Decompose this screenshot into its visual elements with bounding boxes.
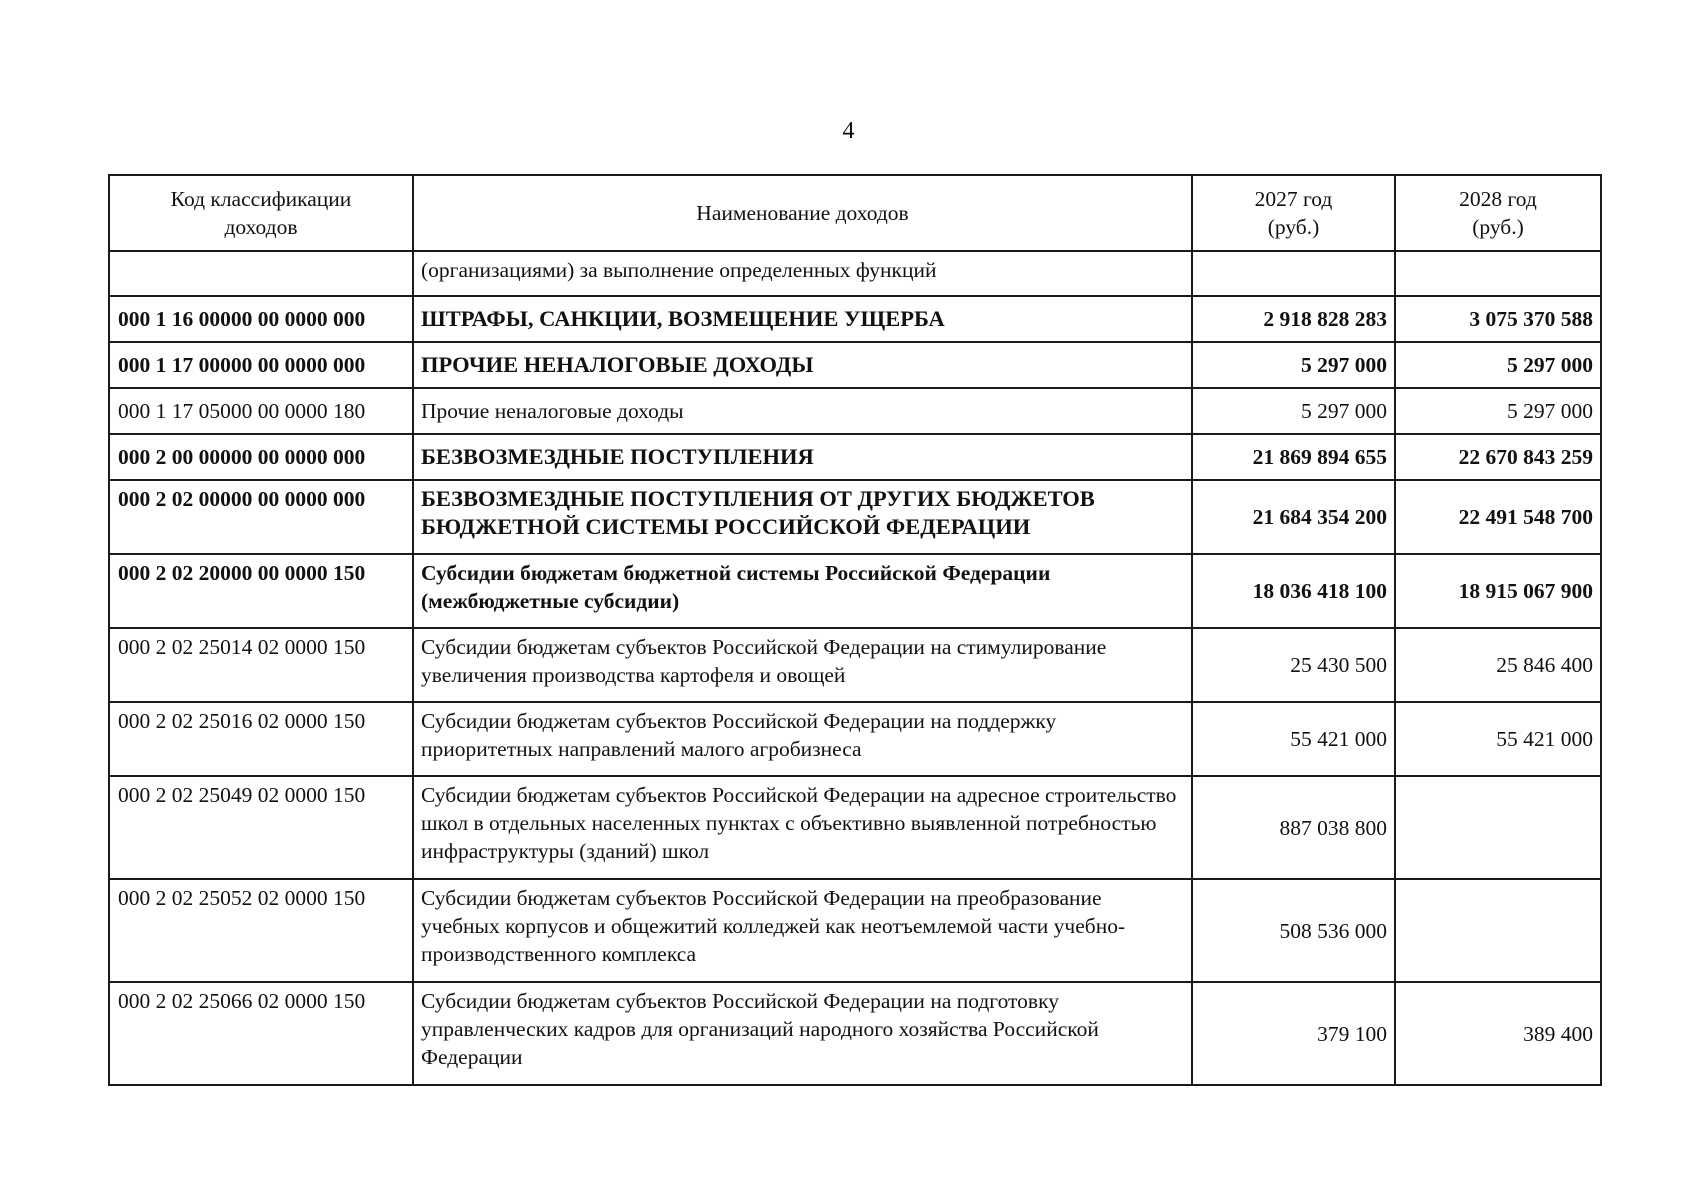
row-value-2028 [1395,776,1601,879]
row-name: Прочие неналоговые доходы [413,388,1192,434]
row-value-2027: 25 430 500 [1192,628,1395,702]
row-code: 000 2 02 25066 02 0000 150 [109,982,413,1085]
row-name: Субсидии бюджетам субъектов Российской Федерации на стимулирование увеличения производства картофеля и овощей [413,628,1192,702]
row-name: Субсидии бюджетам субъектов Российской Федерации на адресное строительство школ в отдельных населенных пунктах с объективно выявленной потребностью инфраструктуры (зданий) школ [413,776,1192,879]
row-value-2027: 379 100 [1192,982,1395,1085]
table-row [109,480,1601,554]
row-value-2028: 389 400 [1395,982,1601,1085]
row-value-2028: 22 491 548 700 [1395,480,1601,554]
row-value-2027: 5 297 000 [1192,388,1395,434]
table-row [109,251,1601,296]
row-name: (организациями) за выполнение определенных функций [413,251,1192,296]
table-row [109,296,1601,342]
row-value-2028: 5 297 000 [1395,388,1601,434]
row-value-2027: 18 036 418 100 [1192,554,1395,628]
row-code: 000 2 00 00000 00 0000 000 [109,434,413,480]
row-name: БЕЗВОЗМЕЗДНЫЕ ПОСТУПЛЕНИЯ [413,434,1192,480]
table-row [109,434,1601,480]
table-row [109,388,1601,434]
table-row [109,342,1601,388]
row-value-2027: 21 869 894 655 [1192,434,1395,480]
row-value-2027: 887 038 800 [1192,776,1395,879]
row-value-2027: 5 297 000 [1192,342,1395,388]
row-code: 000 2 02 25049 02 0000 150 [109,776,413,879]
row-value-2028: 55 421 000 [1395,702,1601,776]
row-value-2028: 3 075 370 588 [1395,296,1601,342]
row-code: 000 2 02 25052 02 0000 150 [109,879,413,982]
table-row [109,879,1601,982]
table-row [109,702,1601,776]
header-year-2027: 2027 год (руб.) [1192,175,1395,251]
revenue-table [108,174,1602,1086]
row-value-2028 [1395,879,1601,982]
row-code: 000 1 17 00000 00 0000 000 [109,342,413,388]
row-name: Субсидии бюджетам субъектов Российской Федерации на подготовку управленческих кадров для организаций народного хозяйства Российской Федерации [413,982,1192,1085]
row-value-2027: 55 421 000 [1192,702,1395,776]
row-name: ШТРАФЫ, САНКЦИИ, ВОЗМЕЩЕНИЕ УЩЕРБА [413,296,1192,342]
row-code: 000 2 02 25016 02 0000 150 [109,702,413,776]
row-code: 000 2 02 25014 02 0000 150 [109,628,413,702]
row-value-2027 [1192,251,1395,296]
row-code: 000 2 02 00000 00 0000 000 [109,480,413,554]
row-name: БЕЗВОЗМЕЗДНЫЕ ПОСТУПЛЕНИЯ ОТ ДРУГИХ БЮДЖЕТОВ БЮДЖЕТНОЙ СИСТЕМЫ РОССИЙСКОЙ ФЕДЕРАЦИИ [413,480,1192,554]
table-row [109,628,1601,702]
page-number: 4 [842,118,855,144]
row-value-2027: 2 918 828 283 [1192,296,1395,342]
row-name: Субсидии бюджетам субъектов Российской Федерации на поддержку приоритетных направлений малого агробизнеса [413,702,1192,776]
row-value-2028: 18 915 067 900 [1395,554,1601,628]
table-row [109,982,1601,1085]
row-code [109,251,413,296]
row-value-2027: 21 684 354 200 [1192,480,1395,554]
row-value-2027: 508 536 000 [1192,879,1395,982]
row-name: Субсидии бюджетам бюджетной системы Российской Федерации (межбюджетные субсидии) [413,554,1192,628]
header-code: Код классификации доходов [109,175,413,251]
table-row [109,554,1601,628]
row-value-2028: 25 846 400 [1395,628,1601,702]
row-code: 000 1 17 05000 00 0000 180 [109,388,413,434]
row-value-2028: 22 670 843 259 [1395,434,1601,480]
table-header-row [109,175,1601,251]
row-code: 000 1 16 00000 00 0000 000 [109,296,413,342]
header-name: Наименование доходов [413,175,1192,251]
row-value-2028: 5 297 000 [1395,342,1601,388]
row-code: 000 2 02 20000 00 0000 150 [109,554,413,628]
table-row [109,776,1601,879]
table-body [109,251,1601,1085]
row-name: ПРОЧИЕ НЕНАЛОГОВЫЕ ДОХОДЫ [413,342,1192,388]
row-name: Субсидии бюджетам субъектов Российской Федерации на преобразование учебных корпусов и общежитий колледжей как неотъемлемой части учебно-производственного комплекса [413,879,1192,982]
header-year-2028: 2028 год (руб.) [1395,175,1601,251]
row-value-2028 [1395,251,1601,296]
